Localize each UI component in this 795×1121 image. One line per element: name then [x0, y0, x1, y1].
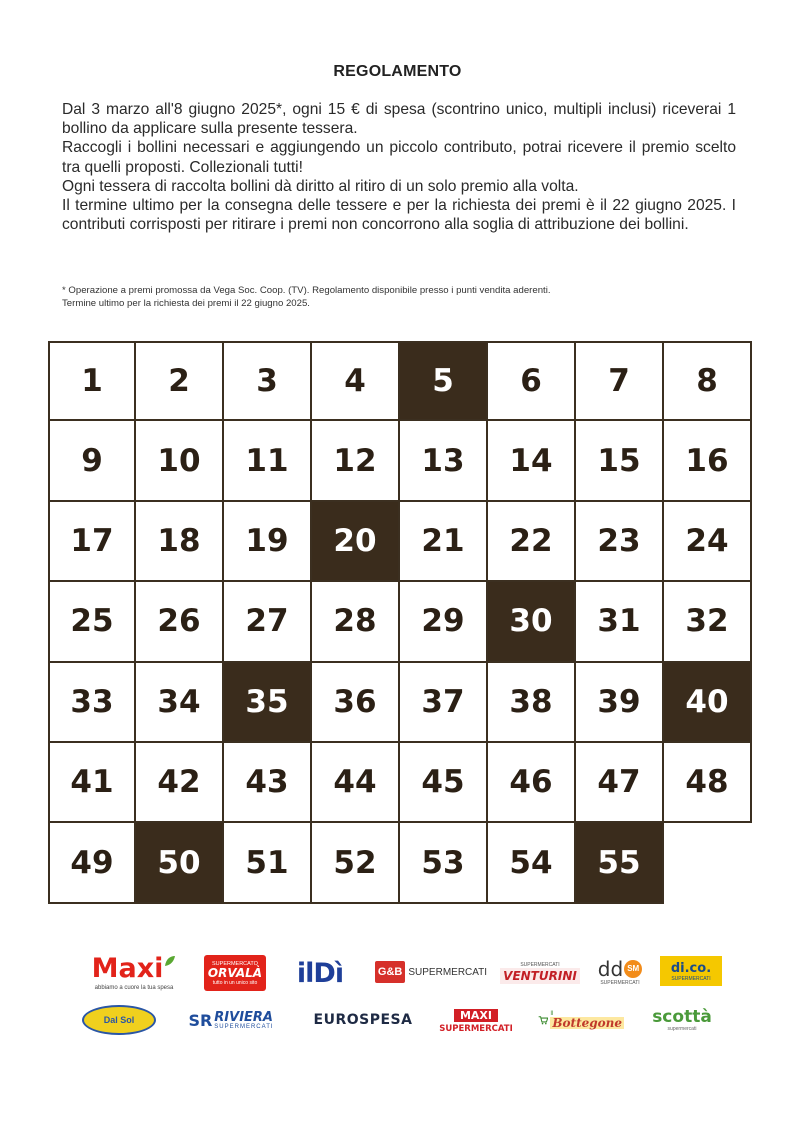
- rules-paragraph: Raccogli i bollini necessari e aggiungendo un piccolo contributo, potrai ricevere il premio scelto tra quelli proposti. Collezionali tutti!: [62, 139, 736, 176]
- stamp-cell: 4: [312, 341, 400, 421]
- orvala-sub: tutto in un unico sito: [212, 979, 258, 986]
- stamp-cell: 10: [136, 421, 224, 501]
- stamp-cell: 28: [312, 582, 400, 662]
- stamp-cell: 16: [664, 421, 752, 501]
- stamp-cell: 27: [224, 582, 312, 662]
- logo-gb: [372, 956, 490, 988]
- stamp-cell: 3: [224, 341, 312, 421]
- stamp-grid: [48, 341, 752, 904]
- venturini-top: SUPERMERCATI: [520, 962, 560, 968]
- stamp-cell-highlighted: 35: [224, 663, 312, 743]
- logo-orvala: [204, 955, 266, 991]
- stamp-cell: 41: [48, 743, 136, 823]
- stamp-cell-highlighted: 55: [576, 823, 664, 903]
- maxi-tagline: abbiamo a cuore la tua spesa: [94, 985, 174, 991]
- page-title: REGOLAMENTO: [333, 63, 462, 80]
- stamp-cell: 47: [576, 743, 664, 823]
- leaf-icon: [164, 955, 176, 967]
- eurospesa-wordmark: EUROSPESA: [313, 1012, 413, 1028]
- bottegone-top: Il: [550, 1011, 554, 1017]
- stamp-cell: 31: [576, 582, 664, 662]
- stamp-cell: 19: [224, 502, 312, 582]
- stamp-cell-highlighted: 40: [664, 663, 752, 743]
- stamp-cell: 21: [400, 502, 488, 582]
- stamp-cell: 7: [576, 341, 664, 421]
- stamp-cell: 54: [488, 823, 576, 903]
- stamp-cell: 53: [400, 823, 488, 903]
- stamp-cell: 17: [48, 502, 136, 582]
- footnote: [62, 284, 742, 310]
- stamp-cell: 24: [664, 502, 752, 582]
- maxistore-wordmark: MAXI: [454, 1009, 498, 1022]
- dico-sub: SUPERMERCATI: [671, 975, 711, 982]
- logo-maxistore: [436, 1003, 516, 1039]
- stamp-cell: 26: [136, 582, 224, 662]
- oval-wordmark: Dal Sol: [103, 1015, 135, 1025]
- stamp-cell: 46: [488, 743, 576, 823]
- stamp-cell: 45: [400, 743, 488, 823]
- scotta-sub: supermercati: [667, 1026, 697, 1032]
- dico-wordmark: di.co.: [670, 960, 712, 976]
- stamp-cell: 32: [664, 582, 752, 662]
- stamp-cell: 13: [400, 421, 488, 501]
- stamp-cell-highlighted: 20: [312, 502, 400, 582]
- logo-bottegone: [538, 1005, 624, 1035]
- riviera-mark: SR: [188, 1010, 213, 1030]
- rules-paragraph: Ogni tessera di raccolta bollini dà diritto al ritiro di un solo premio alla volta.: [62, 177, 579, 195]
- gb-mark: G&B: [375, 961, 405, 983]
- stamp-cell: 49: [48, 823, 136, 903]
- stamp-cell-highlighted: 30: [488, 582, 576, 662]
- logo-riviera: [176, 1006, 286, 1034]
- stamp-cell: 2: [136, 341, 224, 421]
- stamp-cell-empty: [664, 823, 752, 903]
- stamp-cell: 34: [136, 663, 224, 743]
- stamp-cell: 42: [136, 743, 224, 823]
- stamp-cell-highlighted: 5: [400, 341, 488, 421]
- riviera-wordmark: RIVIERA: [214, 1009, 273, 1025]
- scotta-wordmark: scottà: [652, 1007, 712, 1027]
- stamp-cell: 39: [576, 663, 664, 743]
- stamp-cell: 52: [312, 823, 400, 903]
- stamp-cell: 44: [312, 743, 400, 823]
- gb-wordmark: SUPERMERCATI: [408, 966, 488, 978]
- stamp-cell: 15: [576, 421, 664, 501]
- stamp-cell: 48: [664, 743, 752, 823]
- stamp-cell: 12: [312, 421, 400, 501]
- stamp-cell: 22: [488, 502, 576, 582]
- stamp-cell: 1: [48, 341, 136, 421]
- logo-ddsm: [590, 953, 650, 991]
- ddsm-badge: SM: [624, 960, 642, 978]
- ildi-wordmark: ilDì: [296, 957, 344, 989]
- stamp-cell: 38: [488, 663, 576, 743]
- stamp-cell: 36: [312, 663, 400, 743]
- logo-ildi: [286, 955, 354, 991]
- logo-venturini: [500, 958, 580, 988]
- stamp-cell: 37: [400, 663, 488, 743]
- footnote-line: Termine ultimo per la richiesta dei premi il 22 giugno 2025.: [62, 298, 310, 309]
- footnote-line: * Operazione a premi promossa da Vega Soc. Coop. (TV). Regolamento disponibile presso i punti vendita aderenti.: [62, 285, 551, 296]
- stamp-cell: 25: [48, 582, 136, 662]
- stamp-cell: 29: [400, 582, 488, 662]
- maxistore-sub: SUPERMERCATI: [439, 1023, 513, 1034]
- rules-paragraph: Il termine ultimo per la consegna delle tessere e per la richiesta dei premi è il 22 giugno 2025. I contributi corrisposti per ritirare i premi non concorrono alla soglia di attribuzione dei bollini.: [62, 197, 736, 234]
- orvala-top: SUPERMERCATO: [212, 960, 258, 967]
- logo-scotta: [640, 1004, 724, 1036]
- cart-icon: [538, 1013, 548, 1027]
- stamp-cell: 8: [664, 341, 752, 421]
- riviera-sub: SUPERMERCATI: [214, 1023, 274, 1030]
- logo-maxi: [82, 950, 186, 996]
- logo-eurospesa: [300, 1008, 426, 1032]
- orvala-wordmark: ORVALÀ: [207, 965, 263, 980]
- logo-dico: [660, 956, 722, 986]
- rules-paragraph: Dal 3 marzo all'8 giugno 2025*, ogni 15 € di spesa (scontrino unico, multipli inclusi) riceverai 1 bollino da applicare sulla presente tessera.: [62, 101, 736, 138]
- stamp-cell: 51: [224, 823, 312, 903]
- stamp-cell: 14: [488, 421, 576, 501]
- stamp-cell: 23: [576, 502, 664, 582]
- stamp-cell: 6: [488, 341, 576, 421]
- stamp-cell: 11: [224, 421, 312, 501]
- stamp-cell: 9: [48, 421, 136, 501]
- ddsm-wordmark: dd: [597, 957, 624, 981]
- maxi-wordmark: Maxi: [91, 953, 164, 984]
- stamp-cell: 33: [48, 663, 136, 743]
- ddsm-sub: SUPERMERCATI: [600, 980, 640, 986]
- logo-oval: [82, 1005, 156, 1035]
- bottegone-wordmark: Bottegone: [552, 1016, 622, 1030]
- stamp-cell: 18: [136, 502, 224, 582]
- venturini-wordmark: VENTURINI: [500, 968, 580, 984]
- stamp-cell: 43: [224, 743, 312, 823]
- rules-text: [62, 100, 736, 234]
- stamp-cell-highlighted: 50: [136, 823, 224, 903]
